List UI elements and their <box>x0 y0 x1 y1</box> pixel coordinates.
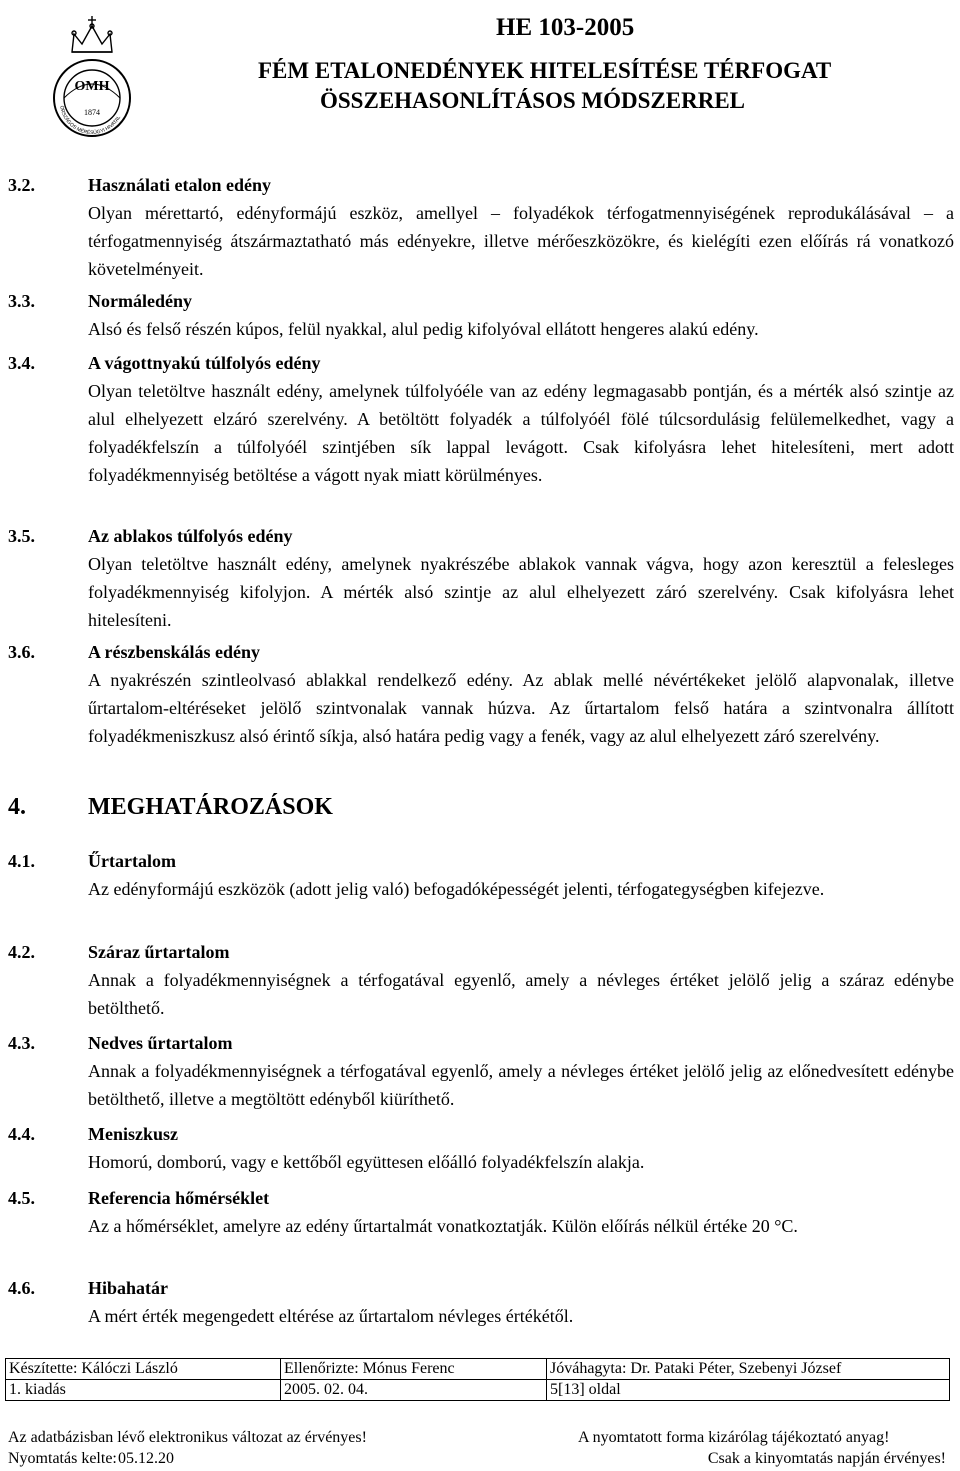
section-4-2 <box>8 938 954 1022</box>
section-title: Normáledény <box>88 291 192 311</box>
section-text: Alsó és felső részén kúpos, felül nyakkal, alul pedig kifolyóval ellátott hengeres alakú edény. <box>88 319 759 339</box>
section-title: A vágottnyakú túlfolyós edény <box>88 353 321 373</box>
section-title: Száraz űrtartalom <box>88 942 230 962</box>
section-number: 4.2. <box>8 942 35 962</box>
edition-cell: 1. kiadás <box>6 1380 281 1401</box>
section-number: 4. <box>8 794 26 820</box>
section-title: Hibahatár <box>88 1278 169 1298</box>
date-cell: 2005. 02. 04. <box>281 1380 547 1401</box>
prepared-by-cell: Készítette: Kálóczi László <box>6 1359 281 1380</box>
section-text: Az edényformájú eszközök (adott jelig való) befogadóképességét jelenti, térfogategységben kifejezve. <box>88 879 825 899</box>
logo-center-text: OMH <box>74 79 110 94</box>
section-3-2 <box>8 171 954 283</box>
section-3-4 <box>8 349 954 489</box>
checked-by-cell: Ellenőrizte: Mónus Ferenc <box>281 1359 547 1380</box>
approved-by-cell: Jóváhagyta: Dr. Pataki Péter, Szebenyi József <box>547 1359 950 1380</box>
section-4-3 <box>8 1029 954 1113</box>
section-text: Annak a folyadékmennyiségnek a térfogatával egyenlő, amely a névleges értéket jelölő jelig a száraz edénybe betölthető. <box>88 970 954 1018</box>
print-date-value: 05.12.20 <box>118 1450 174 1467</box>
table-row <box>6 1380 950 1401</box>
section-4-6 <box>8 1274 954 1330</box>
ohm-seal-logo-icon <box>50 12 134 140</box>
section-title: Használati etalon edény <box>88 175 271 195</box>
section-4-heading <box>8 793 954 821</box>
logo-ring-text: ORSZÁGOS MÉRÉSÜGYI HIVATAL <box>58 105 123 137</box>
section-title: MEGHATÁROZÁSOK <box>88 794 333 820</box>
logo-year-text: 1874 <box>84 108 100 117</box>
section-title: Űrtartalom <box>88 851 176 871</box>
footer-note-validity: Csak a kinyomtatás napján érvényes! <box>707 1450 946 1467</box>
footer-print-date <box>8 1449 174 1469</box>
section-text: A mért érték megengedett eltérése az űrtartalom névleges értékétől. <box>88 1306 574 1326</box>
section-number: 3.6. <box>8 642 35 662</box>
footer-note-electronic: Az adatbázisban lévő elektronikus változat az érvényes! <box>8 1429 367 1446</box>
section-title: A részbenskálás edény <box>88 642 261 662</box>
section-title: Nedves űrtartalom <box>88 1033 233 1053</box>
section-number: 3.5. <box>8 526 35 546</box>
section-4-1 <box>8 847 954 903</box>
section-text: Olyan teletöltve használt edény, amelynek túlfolyóéle van az edény legmagasabb pontján, és a mérték alsó szintje az alul elhelyezett elzáró szerelvény. A betöltött folyadék a túlfolyóél fölé túlcsordulásig felülemelkedhet, vagy a folyadékfelszín a túlfolyóél szintjében sík lappal levágott. Csak kifolyásra lehet hitelesíteni, mert adott folyadékmennyiség betöltése a vágott nyak miatt körülményes. <box>88 381 954 485</box>
section-number: 3.3. <box>8 291 35 311</box>
section-text: Az a hőmérséklet, amelyre az edény űrtartalmát vonatkoztatják. Külön előírás nélkül értéke 20 °C. <box>88 1216 798 1236</box>
section-number: 4.3. <box>8 1033 35 1053</box>
section-3-5 <box>8 522 954 634</box>
section-title: Referencia hőmérséklet <box>88 1188 270 1208</box>
page-number-cell: 5[13] oldal <box>547 1380 950 1401</box>
table-row <box>6 1359 950 1380</box>
section-number: 4.6. <box>8 1278 35 1298</box>
section-title: Az ablakos túlfolyós edény <box>88 526 293 546</box>
section-text: Annak a folyadékmennyiségnek a térfogatával egyenlő, amely a névleges értéket jelölő jelig az előnedvesített edénybe betölthető, illetve a megtöltött edényből kiüríthető. <box>88 1061 954 1109</box>
section-number: 3.4. <box>8 353 35 373</box>
section-text: Olyan teletöltve használt edény, amelynek nyakrészébe ablakok vannak vágva, hogy azon keresztül a felesleges folyadékmennyiség kifolyjon. A mérték alsó szintje az alul elhelyezett záró szerelvény. Csak kifolyásra lehet hitelesíteni. <box>88 554 954 630</box>
document-title-line1: FÉM ETALONEDÉNYEK HITELESÍTÉSE TÉRFOGAT <box>258 58 832 83</box>
section-text: Olyan mérettartó, edényformájú eszköz, amellyel – folyadékok térfogatmennyiségének reprodukálásával – a térfogatmennyiség átszármaztatható más edényekre, illetve mérőeszközökre, és kielégíti ezen előírás rá vonatkozó követelményeit. <box>88 203 954 279</box>
section-3-6 <box>8 638 954 750</box>
section-4-4 <box>8 1120 954 1176</box>
section-text: Homorú, domború, vagy e kettőből együttesen előálló folyadékfelszín alakja. <box>88 1152 645 1172</box>
section-title: Meniszkusz <box>88 1124 178 1144</box>
section-text: A nyakrészén szintleolvasó ablakkal rendelkező edény. Az ablak mellé névértékeket jelölő alapvonalak, illetve űrtartalom-eltéréseket jelölő szintvonalak vannak húzva. Az űrtartalom felső határa a szintvonalra állított folyadékmeniszkusz alsó érintő síkja, alsó határa pedig vagy a fenék, vagy az alul elhelyezett záró szerelvény. <box>88 670 954 746</box>
footer-note-printed: A nyomtatott forma kizárólag tájékoztató anyag! <box>578 1429 890 1446</box>
section-number: 3.2. <box>8 175 35 195</box>
section-4-5 <box>8 1184 954 1240</box>
section-number: 4.1. <box>8 851 35 871</box>
document-title-line2: ÖSSZEHASONLÍTÁSOS MÓDSZERREL <box>320 88 745 113</box>
print-date-label: Nyomtatás kelte: <box>8 1450 117 1467</box>
section-3-3 <box>8 287 954 343</box>
document-code: HE 103-2005 <box>496 14 635 41</box>
section-number: 4.5. <box>8 1188 35 1208</box>
section-number: 4.4. <box>8 1124 35 1144</box>
document-control-table <box>5 1358 950 1401</box>
